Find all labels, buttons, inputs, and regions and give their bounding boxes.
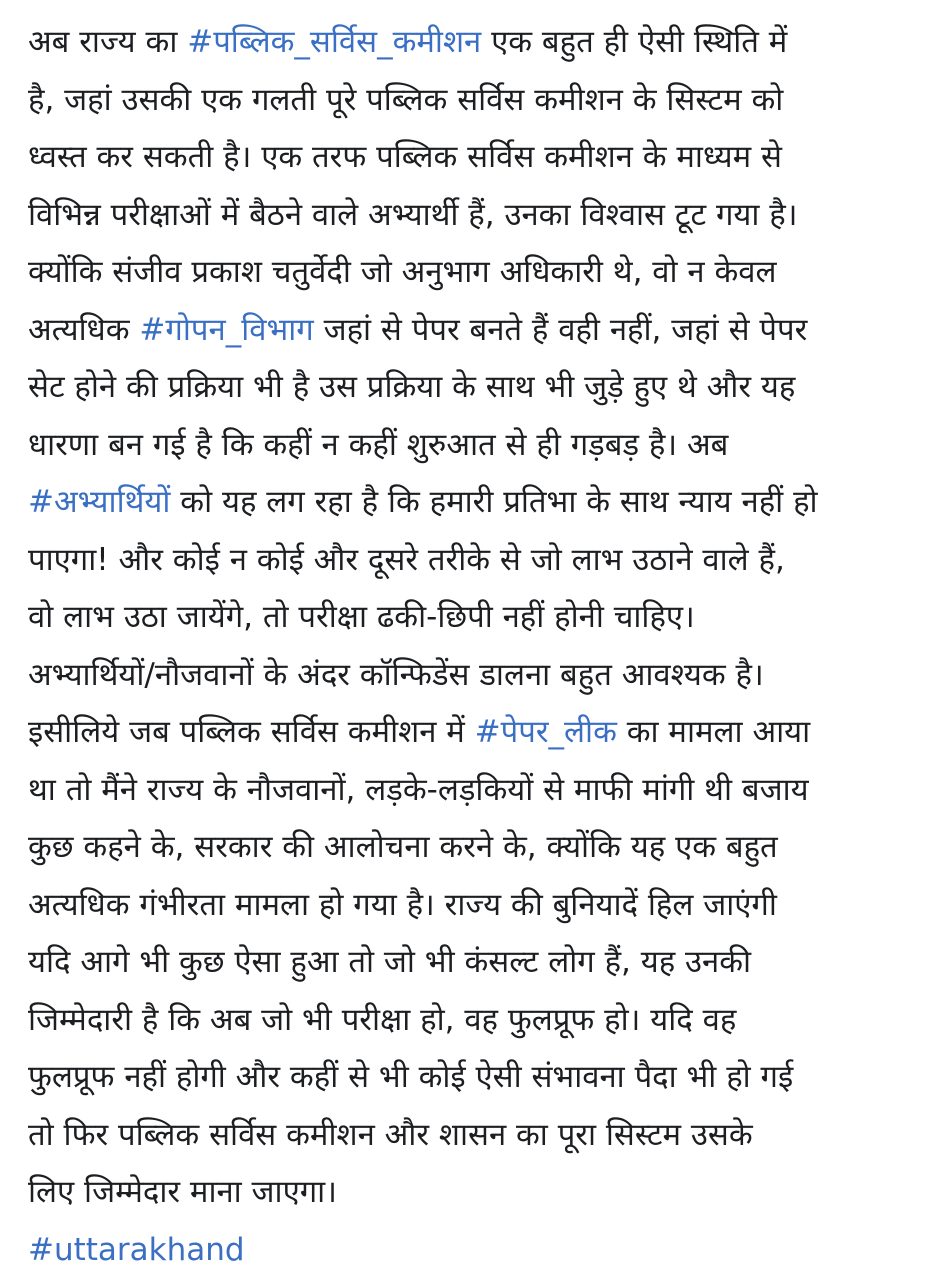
post-text-segment: पाएगा! और कोई न कोई और दूसरे तरीके से जो लाभ उठाने वाले हैं, (28, 542, 785, 578)
post-text-segment: है, जहां उसकी एक गलती पूरे पब्लिक सर्विस कमीशन के सिस्टम को (28, 82, 783, 118)
post-text-segment: अत्यधिक (28, 312, 139, 348)
post-text-line (28, 474, 923, 532)
post-text-line (28, 1222, 923, 1279)
post-text-segment: को यह लग रहा है कि हमारी प्रतिभा के साथ न्याय नहीं हो (170, 484, 817, 520)
post-text-line (28, 589, 923, 647)
post-text-segment: का मामला आया (617, 714, 810, 750)
post-text-segment: जहां से पेपर बनते हैं वही नहीं, जहां से पेपर (314, 312, 808, 348)
post-text-segment: सेट होने की प्रक्रिया भी है उस प्रक्रिया के साथ भी जुड़े हुए थे और यह (28, 369, 795, 405)
post-text-segment: वो लाभ उठा जायेंगे, तो परीक्षा ढकी-छिपी नहीं होनी चाहिए। (28, 599, 695, 635)
post-text-segment: था तो मैंने राज्य के नौजवानों, लड़के-लड़कियों से माफी मांगी थी बजाय (28, 772, 809, 808)
hashtag-link[interactable]: #गोपन_विभाग (139, 312, 313, 348)
post-text-segment: तो फिर पब्लिक सर्विस कमीशन और शासन का पूरा सिस्टम उसके (28, 1117, 753, 1153)
post-text-segment: ध्वस्त कर सकती है। एक तरफ पब्लिक सर्विस कमीशन के माध्यम से (28, 139, 782, 175)
post-text-line (28, 187, 923, 245)
post-text-line (28, 647, 923, 705)
post-text-line (28, 359, 923, 417)
post-text-line (28, 1164, 923, 1222)
post-text-segment: अत्यधिक गंभीरता मामला हो गया है। राज्य की बुनियादें हिल जाएंगी (28, 887, 777, 923)
post-text-segment: एक बहुत ही ऐसी स्थिति में (481, 24, 787, 60)
post-text-line (28, 72, 923, 130)
post-text-segment: कुछ कहने के, सरकार की आलोचना करने के, क्योंकि यह एक बहुत (28, 829, 778, 865)
post-text-segment: क्योंकि संजीव प्रकाश चतुर्वेदी जो अनुभाग अधिकारी थे, वो न केवल (28, 254, 777, 290)
post-text-line (28, 14, 923, 72)
post-text-line (28, 992, 923, 1050)
post-text-line (28, 302, 923, 360)
post-text-segment: अब राज्य का (28, 24, 187, 60)
post-text-line (28, 532, 923, 590)
post-text-segment: अभ्यार्थियों/नौजवानों के अंदर कॉन्फिडेंस डालना बहुत आवश्यक है। (28, 657, 764, 693)
post-text-segment: इसीलिये जब पब्लिक सर्विस कमीशन में (28, 714, 475, 750)
post-text-line (28, 934, 923, 992)
post-text-line (28, 129, 923, 187)
post-text-segment: धारणा बन गई है कि कहीं न कहीं शुरुआत से ही गड़बड़ है। अब (28, 427, 728, 463)
post-text-line (28, 704, 923, 762)
post-text-segment: विभिन्न परीक्षाओं में बैठने वाले अभ्यार्थी हैं, उनका विश्वास टूट गया है। (28, 197, 798, 233)
post-text-line (28, 762, 923, 820)
hashtag-link[interactable]: #uttarakhand (28, 1232, 245, 1268)
post-text-line (28, 1049, 923, 1107)
post-text-line (28, 1107, 923, 1165)
post-text-line (28, 877, 923, 935)
hashtag-link[interactable]: #अभ्यार्थियों (28, 484, 170, 520)
post-text-segment: जिम्मेदारी है कि अब जो भी परीक्षा हो, वह फुलप्रूफ हो। यदि वह (28, 1002, 736, 1038)
hashtag-link[interactable]: #पेपर_लीक (475, 714, 617, 750)
hashtag-link[interactable]: #पब्लिक_सर्विस_कमीशन (187, 24, 481, 60)
post-text-segment: फुलप्रूफ नहीं होगी और कहीं से भी कोई ऐसी संभावना पैदा भी हो गई (28, 1059, 793, 1095)
post-text-segment: लिए जिम्मेदार माना जाएगा। (28, 1174, 337, 1210)
post-text-line (28, 819, 923, 877)
post-text-line (28, 244, 923, 302)
post-text-segment: यदि आगे भी कुछ ऐसा हुआ तो जो भी कंसल्ट लोग हैं, यह उनकी (28, 944, 751, 980)
post-text-line (28, 417, 923, 475)
